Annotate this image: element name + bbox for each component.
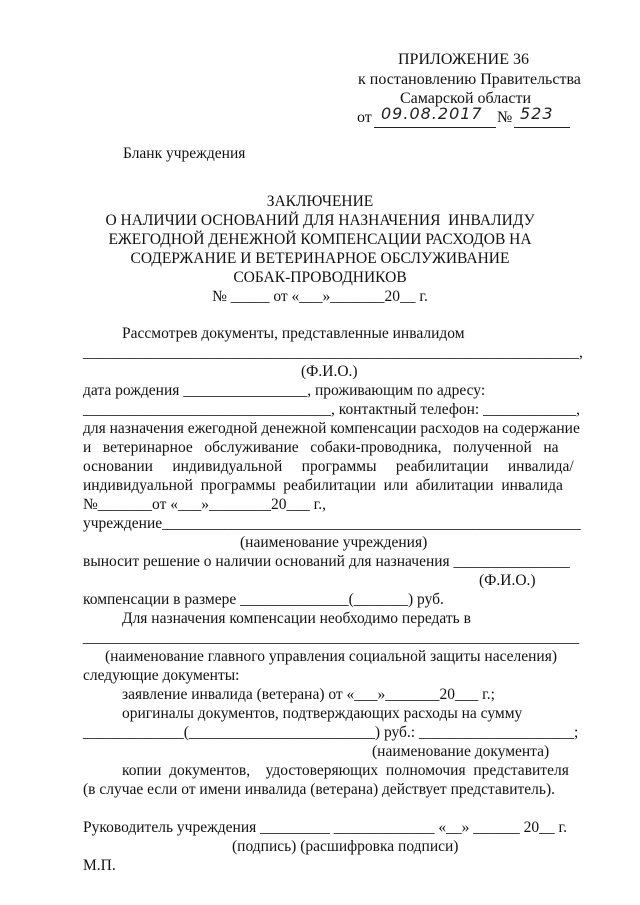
body-line: и ветеринарное обслуживание собаки-проводника, полученной на xyxy=(83,439,559,456)
appendix-number-prefix: № xyxy=(497,109,513,126)
institution-letterhead-label: Бланк учреждения xyxy=(123,145,246,162)
body-line: Рассмотрев документы, представленные инвалидом xyxy=(122,325,465,342)
appendix-date-prefix: от xyxy=(357,109,372,126)
seal-placeholder: М.П. xyxy=(83,857,116,874)
doc-subtitle-2: ЕЖЕГОДНОЙ ДЕНЕЖНОЙ КОМПЕНСАЦИИ РАСХОДОВ НА xyxy=(108,231,532,248)
body-line: дата рождения ________________, проживающим по адресу: xyxy=(83,382,486,399)
doc-title: ЗАКЛЮЧЕНИЕ xyxy=(266,193,374,210)
date-underline xyxy=(374,127,496,128)
body-line: ________________________________, контактный телефон: ____________, xyxy=(83,401,580,418)
body-line: основании индивидуальной программы реабилитации инвалида/ xyxy=(83,458,574,475)
doc-subtitle-4: СОБАК-ПРОВОДНИКОВ xyxy=(233,269,407,286)
appendix-title: ПРИЛОЖЕНИЕ 36 xyxy=(398,51,530,68)
fio-caption: (Ф.И.О.) xyxy=(301,363,358,380)
doc-subtitle-1: О НАЛИЧИИ ОСНОВАНИЙ ДЛЯ НАЗНАЧЕНИЯ ИНВАЛИДУ xyxy=(105,212,535,229)
document-caption: (наименование документа) xyxy=(372,743,550,760)
signature-caption: (подпись) (расшифровка подписи) xyxy=(232,838,459,855)
appendix-region: Самарской области xyxy=(400,90,531,107)
doc-number-date: № _____ от «___»_______20__ г. xyxy=(212,288,428,305)
doc-subtitle-3: СОДЕРЖАНИЕ И ВЕТЕРИНАРНОЕ ОБСЛУЖИВАНИЕ xyxy=(130,250,510,267)
body-line: для назначения ежегодной денежной компенсации расходов на содержание xyxy=(83,420,580,437)
handwritten-date: 09.08.2017 xyxy=(381,104,483,123)
body-line: заявление инвалида (ветерана) от «___»_______20___ г.; xyxy=(122,686,495,703)
body-line: копии документов, удостоверяющих полномочия представителя xyxy=(122,762,569,779)
fio-field-line: ________________________________________________________________, xyxy=(83,344,583,361)
body-line: №_______от «___»________20___ г., xyxy=(83,496,326,513)
number-underline xyxy=(514,127,570,128)
social-office-field-line: ________________________________________________________________ xyxy=(83,629,579,646)
social-office-caption: (наименование главного управления социальной защиты населения) xyxy=(105,648,558,665)
institution-caption: (наименование учреждения) xyxy=(240,534,428,551)
fio-caption: (Ф.И.О.) xyxy=(479,572,536,589)
body-line: выносит решение о наличии оснований для назначения _______________ xyxy=(83,553,570,570)
body-line: следующие документы: xyxy=(83,667,240,684)
appendix-resolution: к постановлению Правительства xyxy=(358,71,581,88)
body-line: Для назначения компенсации необходимо передать в xyxy=(122,610,471,627)
signature-line: Руководитель учреждения _________ _____________ «__» ______ 20__ г. xyxy=(83,819,567,836)
institution-field-line: учреждение______________________________________________________ xyxy=(83,515,581,532)
body-line: _____________(________________________) руб.: ____________________; xyxy=(83,724,579,741)
body-line: компенсации в размере ______________(_______) руб. xyxy=(83,591,444,608)
body-line: оригиналы документов, подтверждающих расходы на сумму xyxy=(122,705,523,722)
handwritten-number: 523 xyxy=(520,104,554,123)
body-line: индивидуальной программы реабилитации или абилитации инвалида xyxy=(83,477,563,494)
body-line: (в случае если от имени инвалида (ветерана) действует представитель). xyxy=(83,781,556,798)
